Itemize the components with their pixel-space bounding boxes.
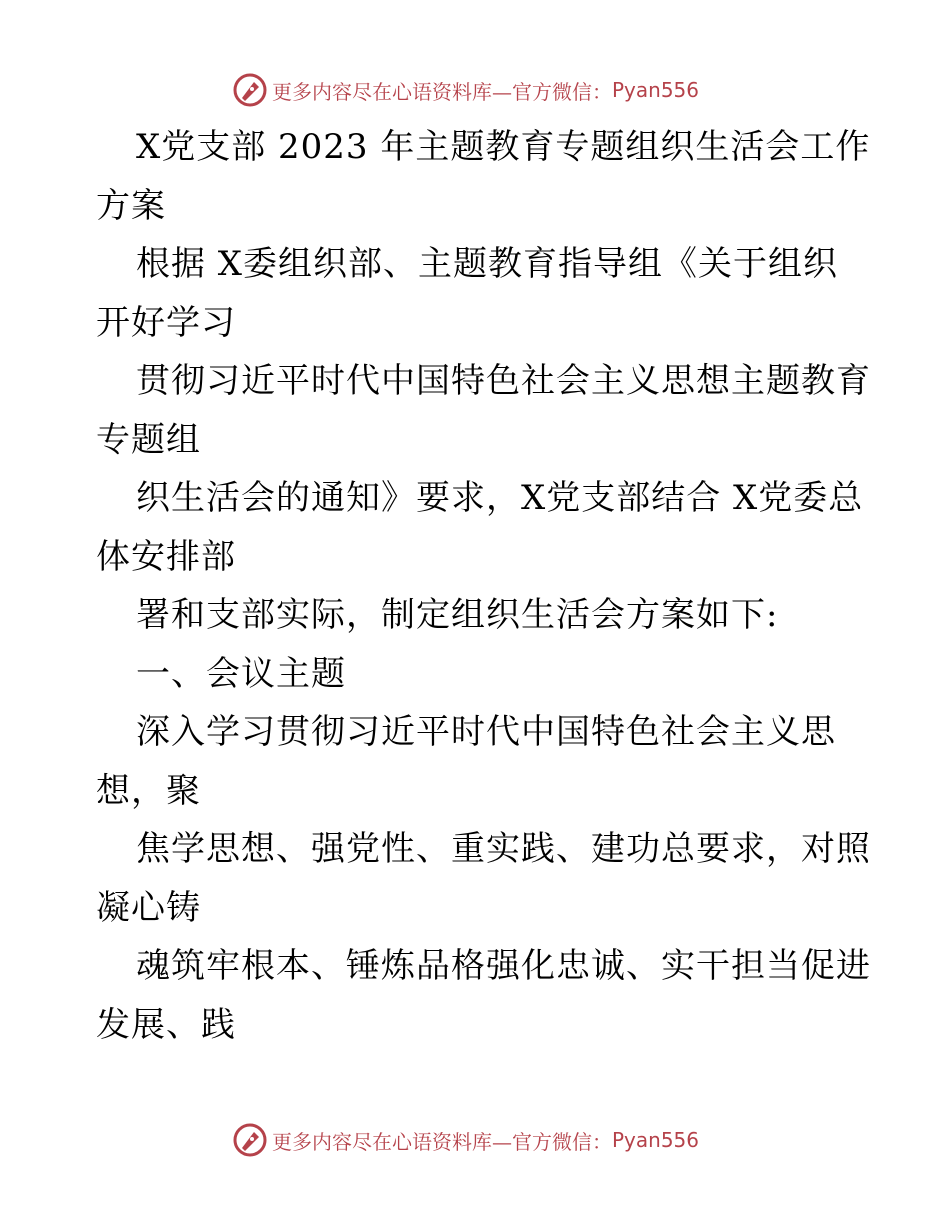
pen-nib-logo-icon (232, 72, 268, 108)
paragraph-line: 想，聚 (96, 770, 201, 811)
paragraph-line: 焦学思想、强党性、重实践、建功总要求，对照 (136, 829, 871, 869)
paragraph-line: 魂筑牢根本、锤炼品格强化忠诚、实干担当促进 (136, 946, 871, 986)
header-watermark (232, 70, 752, 110)
watermark-text: 更多内容尽在心语资料库—官方微信： (272, 1129, 612, 1154)
pen-nib-logo-icon (232, 1122, 268, 1158)
doc-title-line-1: X党支部 2023 年主题教育专题组织生活会工作 (136, 127, 871, 167)
paragraph-line: 深入学习贯彻习近平时代中国特色社会主义思 (136, 712, 836, 752)
doc-title-line-2: 方案 (96, 185, 166, 226)
watermark-text: 更多内容尽在心语资料库—官方微信： (272, 79, 612, 104)
section-heading: 一、会议主题 (136, 653, 346, 694)
watermark-wechat-id: Pyan556 (612, 1128, 700, 1152)
paragraph-line: 体安排部 (96, 536, 236, 577)
paragraph-line: 专题组 (96, 419, 201, 460)
paragraph-line: 根据 X委组织部、主题教育指导组《关于组织 (136, 244, 839, 284)
paragraph-line: 织生活会的通知》要求，X党支部结合 X党委总 (136, 478, 864, 518)
paragraph-line: 开好学习 (96, 302, 236, 343)
paragraph-line: 凝心铸 (96, 887, 201, 928)
footer-watermark (232, 1120, 752, 1160)
paragraph-line: 贯彻习近平时代中国特色社会主义思想主题教育 (136, 361, 871, 401)
document-body (96, 118, 871, 1054)
watermark-wechat-id: Pyan556 (612, 78, 700, 102)
paragraph-line: 署和支部实际，制定组织生活会方案如下: (136, 595, 779, 635)
paragraph-line: 发展、践 (96, 1004, 236, 1045)
